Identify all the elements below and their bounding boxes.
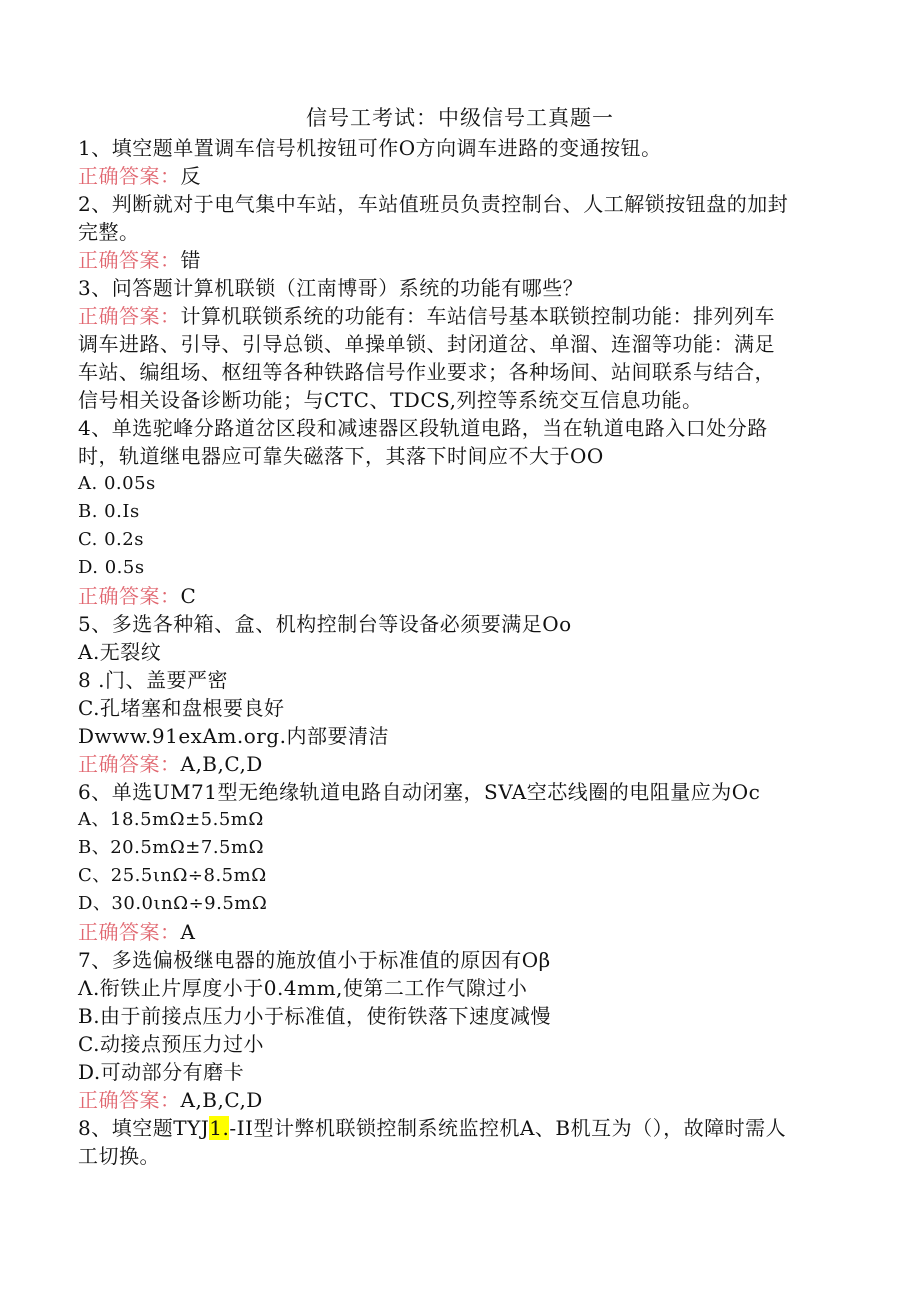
answer-value: A	[180, 920, 196, 944]
option-d: D. 0.5s	[78, 557, 145, 578]
answer-value: C	[180, 584, 197, 608]
answer-value: 错	[180, 248, 201, 272]
answer-3-line-3: 车站、编组场、枢纽等各种铁路信号作业要求；各种场间、站间联系与结合，	[78, 360, 775, 384]
question-4-line-1: 4、单选驼峰分路道岔区段和减速器区段轨道电路，当在轨道电路入口处分路	[78, 416, 768, 440]
answer-value: 反	[180, 164, 201, 188]
answer-label: 正确答案：	[78, 920, 181, 944]
question-6: 6、单选UM71型无绝缘轨道电路自动闭塞，SVA空芯线圈的电阻量应为Oc	[78, 780, 761, 804]
answer-5	[78, 750, 838, 778]
answer-4	[78, 582, 838, 610]
question-8-line-2: 工切换。	[78, 1144, 160, 1168]
document-title: 信号工考试：中级信号工真题一	[306, 106, 614, 130]
question-3: 3、问答题计算机联锁（江南博哥）系统的功能有哪些？	[78, 276, 584, 300]
option-c: C. 0.2s	[78, 529, 144, 550]
answer-3-line-4: 信号相关设备诊断功能；与CTC、TDCS,列控等系统交互信息功能。	[78, 388, 703, 412]
question-8-suffix: -II型计弊机联锁控制系统监控机A、B机互为（），故障时需人	[229, 1116, 787, 1140]
option-a: A、18.5mΩ±5.5mΩ	[78, 809, 264, 830]
answer-6	[78, 918, 838, 946]
option-d: D、30.0ιnΩ÷9.5mΩ	[78, 893, 268, 914]
option-a: A. 0.05s	[78, 473, 156, 494]
answer-value: A,B,C,D	[180, 1088, 263, 1112]
highlighted-text: 1.	[209, 1116, 230, 1140]
question-2-line-1: 2、判断就对于电气集中车站，车站值班员负责控制台、人工解锁按钮盘的加封	[78, 192, 789, 216]
answer-value: 计算机联锁系统的功能有：车站信号基本联锁控制功能：排列列车	[180, 304, 775, 328]
option-b: 8 .门、盖要严密	[78, 668, 228, 692]
answer-label: 正确答案：	[78, 1088, 181, 1112]
answer-3-line-1	[78, 302, 838, 330]
question-list	[78, 134, 838, 1170]
answer-label: 正确答案：	[78, 584, 181, 608]
answer-label: 正确答案：	[78, 248, 181, 272]
option-a: Λ.衔铁止片厚度小于0.4mm,使第二工作气隙过小	[78, 976, 528, 1000]
question-7: 7、多选偏极继电器的施放值小于标准值的原因有Oβ	[78, 948, 551, 972]
answer-label: 正确答案：	[78, 164, 181, 188]
option-b: B. 0.Is	[78, 501, 140, 522]
answer-label: 正确答案：	[78, 304, 181, 328]
answer-label: 正确答案：	[78, 752, 181, 776]
option-a: A.无裂纹	[78, 640, 162, 664]
answer-3-line-2: 调车进路、引导、引导总锁、单操单锁、封闭道岔、单溜、连溜等功能：满足	[78, 332, 775, 356]
question-1: 1、填空题单置调车信号机按钮可作O方向调车进路的变通按钮。	[78, 136, 662, 160]
question-8-line-1	[78, 1114, 838, 1142]
question-5: 5、多选各种箱、盒、机构控制台等设备必须要满足Oo	[78, 612, 572, 636]
option-d: Dwww.91exAm.org.内部要清洁	[78, 724, 389, 748]
option-d: D.可动部分有磨卡	[78, 1060, 245, 1084]
answer-1	[78, 162, 838, 190]
question-8-prefix: 8、填空题TYJ	[78, 1116, 210, 1140]
option-b: B.由于前接点压力小于标准值，使衔铁落下速度减慢	[78, 1004, 552, 1028]
answer-7	[78, 1086, 838, 1114]
answer-2	[78, 246, 838, 274]
question-2-line-2: 完整。	[78, 220, 140, 244]
option-c: C.孔堵塞和盘根要良好	[78, 696, 285, 720]
option-c: C、25.5ιnΩ÷8.5mΩ	[78, 865, 267, 886]
option-c: C.动接点预压力过小	[78, 1032, 264, 1056]
question-4-line-2: 时，轨道继电器应可靠失磁落下，其落下时间应不大于OO	[78, 444, 604, 468]
answer-value: A,B,C,D	[180, 752, 263, 776]
option-b: B、20.5mΩ±7.5mΩ	[78, 837, 264, 858]
